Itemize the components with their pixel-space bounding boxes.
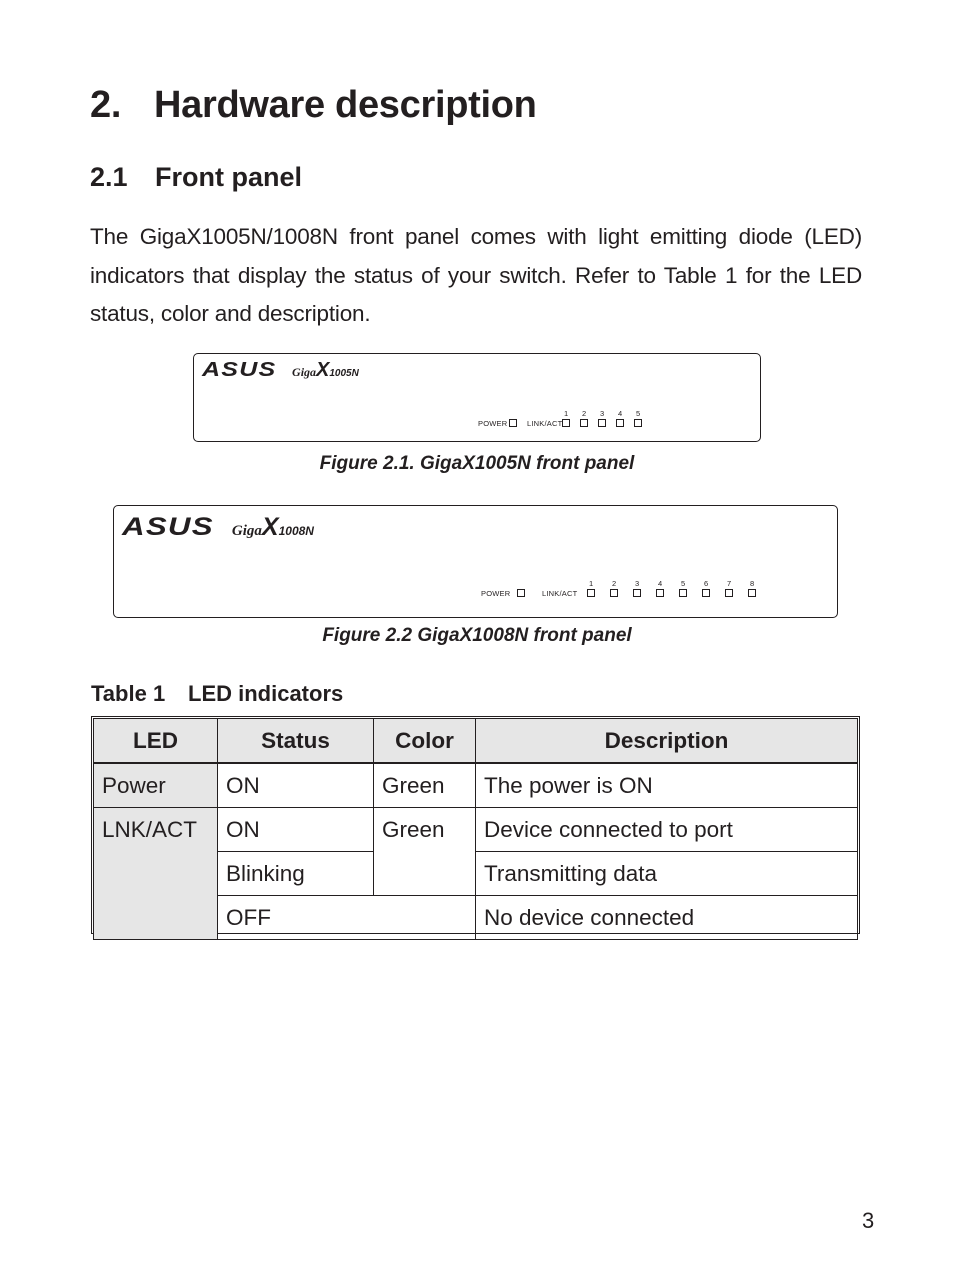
port-number: 8 <box>750 579 755 588</box>
figure-1008n-caption: Figure 2.2 GigaX1008N front panel <box>322 625 632 646</box>
figure-1005n-logo <box>202 359 359 382</box>
port-number: 3 <box>600 409 605 418</box>
power-led <box>509 419 517 427</box>
figure-1008n-panel <box>113 505 838 618</box>
asus-logo: ASUS <box>122 513 214 541</box>
cell-description: Transmitting data <box>476 852 858 896</box>
page-heading <box>90 84 537 127</box>
led-indicators-table <box>93 718 858 940</box>
port-number: 1 <box>589 579 594 588</box>
cell-status: Blinking <box>218 852 374 896</box>
port-led <box>562 419 570 427</box>
figure-1005n-caption: Figure 2.1. GigaX1005N front panel <box>319 453 635 474</box>
figure-1008n-logo <box>122 513 314 542</box>
port-led <box>634 419 642 427</box>
port-led <box>587 589 595 597</box>
table-row <box>94 808 858 852</box>
model-label: 1005N <box>329 368 359 379</box>
port-number: 2 <box>612 579 617 588</box>
table-label: Table 1 <box>91 681 166 706</box>
cell-led: Power <box>94 763 218 808</box>
port-led <box>656 589 664 597</box>
led-table-frame <box>91 716 860 934</box>
x-label: X <box>316 359 330 381</box>
link-act-label: LINK/ACT <box>542 589 578 598</box>
x-label: X <box>261 513 279 541</box>
cell-description: No device connected <box>476 896 858 940</box>
port-number: 3 <box>635 579 640 588</box>
giga-label: Giga <box>231 523 262 539</box>
table-title: LED indicators <box>188 681 344 706</box>
cell-status: ON <box>218 808 374 852</box>
column-header-color: Color <box>374 719 476 764</box>
table-header-row <box>94 719 858 764</box>
cell-color: Green <box>374 763 476 808</box>
port-led <box>748 589 756 597</box>
port-number: 5 <box>681 579 686 588</box>
port-led <box>633 589 641 597</box>
power-label: POWER <box>478 419 508 428</box>
section-heading <box>90 162 302 193</box>
port-number: 4 <box>658 579 663 588</box>
section-title: Front panel <box>155 162 302 192</box>
heading-number: 2. <box>90 84 122 126</box>
asus-logo: ASUS <box>202 359 277 381</box>
port-number: 4 <box>618 409 623 418</box>
heading-title: Hardware description <box>154 84 537 126</box>
port-led <box>580 419 588 427</box>
port-led <box>610 589 618 597</box>
page-number: 3 <box>862 1208 875 1233</box>
cell-color: Green <box>374 808 476 896</box>
table-caption <box>91 681 343 707</box>
intro-paragraph: The GigaX1005N/1008N front panel comes with light emitting diode (LED) indicators that display the status of your switch. Refer to Table 1 for the LED status, color and description. <box>90 224 862 326</box>
cell-description: Device connected to port <box>476 808 858 852</box>
power-label: POWER <box>481 589 511 598</box>
column-header-status: Status <box>218 719 374 764</box>
cell-status: OFF <box>218 896 476 940</box>
port-led <box>679 589 687 597</box>
model-label: 1008N <box>278 524 314 538</box>
column-header-description: Description <box>476 719 858 764</box>
port-led <box>598 419 606 427</box>
power-led <box>517 589 525 597</box>
cell-status: ON <box>218 763 374 808</box>
port-number: 5 <box>636 409 641 418</box>
column-header-led: LED <box>94 719 218 764</box>
port-number: 6 <box>704 579 709 588</box>
port-number: 1 <box>564 409 569 418</box>
cell-led: LNK/ACT <box>94 808 218 940</box>
figure-1005n-panel <box>193 353 761 442</box>
port-number: 2 <box>582 409 587 418</box>
section-number: 2.1 <box>90 162 128 192</box>
port-led <box>725 589 733 597</box>
table-row <box>94 763 858 808</box>
link-act-label: LINK/ACT <box>527 419 563 428</box>
port-number: 7 <box>727 579 732 588</box>
port-led <box>702 589 710 597</box>
port-led <box>616 419 624 427</box>
giga-label: Giga <box>292 365 317 379</box>
cell-description: The power is ON <box>476 763 858 808</box>
